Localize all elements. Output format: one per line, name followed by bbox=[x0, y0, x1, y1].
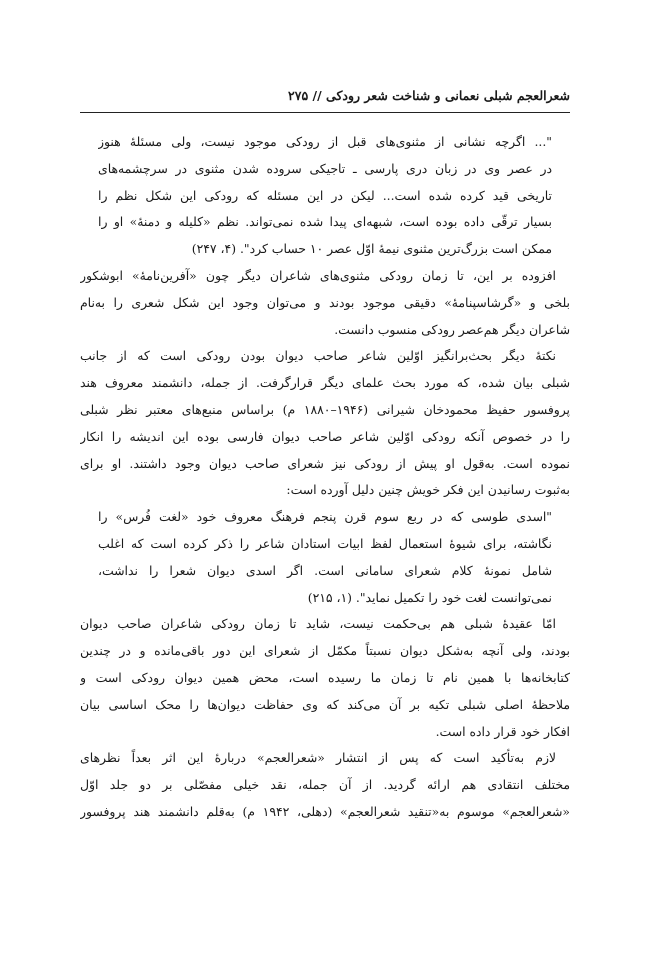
text-line: ممکن است بزرگ‌ترین مثنوی نیمهٔ اوّل عصر ۱۰ حساب کرد". (۴، ۲۴۷) bbox=[191, 241, 552, 257]
text-line: را در خصوص آنکه رودکی اوّلین شاعر صاحب دیوان فارسی بوده این اندیشه را انکار bbox=[80, 428, 570, 444]
text-line: "... اگرچه نشانی از مثنوی‌های قبل از رودکی موجود نیست، ولی مسئلهٔ هنوز bbox=[98, 134, 552, 149]
text-line: افکار خود قرار داده است. bbox=[435, 723, 570, 739]
text-line: "اسدی طوسی که در ربع سوم قرن پنجم فرهنگ معروف خود «لغت فُرس» را bbox=[98, 509, 552, 525]
text-line: نگاشته، برای شیوهٔ استعمال لفظ ابیات استادان شاعر را ذکر کرده است که اغلب bbox=[98, 535, 552, 551]
text-line: بسیار ترقّی داده بوده است، شبهه‌ای پیدا شده نمی‌تواند. نظم «کلیله و دمنهٔ» او را bbox=[98, 214, 552, 230]
text-line: تاریخی قید کرده شده است... لیکن در این مسئله که رودکی این شکل نظم را bbox=[98, 187, 552, 203]
text-line: افزوده بر این، تا زمان رودکی مثنوی‌های شاعران دیگر چون «آفرین‌نامهٔ» ابوشکور bbox=[80, 267, 556, 283]
text-line: لازم به‌تأکید است که پس از انتشار «شعرالعجم» دربارهٔ این اثر بعداً نظرهای bbox=[80, 750, 556, 766]
text-line: کتابخانه‌ها با همین نام تا زمان ما رسیده است، محض همین دیوان رودکی است و bbox=[80, 669, 570, 685]
text-line: شبلی بیان شده، که مورد بحث علمای دیگر قرارگرفت. از جمله، دانشمند معروف هند bbox=[80, 375, 570, 391]
text-line: بودند، ولی آنچه به‌شکل دیوان نسبتاً مکمّل از شعرای این دور باقی‌مانده و در چندین bbox=[80, 643, 570, 659]
paragraph bbox=[80, 343, 570, 504]
text-line: «شعرالعجم» موسوم به«تنقید شعرالعجم» (دهلی، ۱۹۴۲ م) به‌قلم دانشمند هند پروفسور bbox=[80, 803, 570, 819]
paragraph bbox=[80, 611, 570, 745]
text-line: شاعران دیگر هم‌عصر رودکی منسوب دانست. bbox=[334, 321, 570, 337]
text-line: ملاحظهٔ اصلی شبلی تکیه بر آن می‌کند که وی حفاظت دیوان‌ها را محک اساسی بیان bbox=[80, 696, 570, 712]
text-line: پروفسور حفیظ محمودخان شیرانی (۱۹۴۶–۱۸۸۰ م) براساس منبع‌های معتبر نظر شبلی bbox=[80, 401, 570, 417]
text-line: مختلف انتقادی هم ارائه گردید. از آن جمله، نقد خیلی مفصّلی بر دو جلد اوّل bbox=[80, 777, 570, 793]
body-text bbox=[80, 129, 570, 826]
block-quote bbox=[80, 504, 570, 611]
header-rule bbox=[80, 112, 570, 113]
running-header: شعرالعجم شبلی نعمانی و شناخت شعر رودکی // ۲۷۵ bbox=[288, 88, 570, 103]
paragraph bbox=[80, 263, 570, 343]
text-line: بلخی و «گرشاسپنامهٔ» دقیقی موجود بودند و می‌توان وجود این شکل شعری را به‌نام bbox=[80, 294, 570, 310]
block-quote bbox=[80, 129, 570, 263]
text-line: امّا عقیدهٔ شبلی هم بی‌حکمت نیست، شاید تا زمان رودکی شاعران صاحب دیوان bbox=[80, 616, 556, 632]
text-line: نمی‌توانست لغت خود را تکمیل نماید". (۱، ۲۱۵) bbox=[307, 589, 552, 605]
paragraph bbox=[80, 745, 570, 825]
text-line: نکتهٔ دیگر بحث‌برانگیز اوّلین شاعر صاحب دیوان بودن رودکی است که از جانب bbox=[80, 348, 556, 364]
text-line: شامل نمونهٔ کلام شعرای سامانی است. اگر اسدی دیوان شعرا را نداشت، bbox=[98, 562, 552, 578]
text-line: در عصر وی در زبان دری پارسی ـ تاجیکی سروده شدن مثنوی در سرچشمه‌های bbox=[98, 160, 552, 176]
text-line: نموده است. به‌قول او پیش از رودکی نیز شعرای صاحب دیوان وجود داشتند. او برای bbox=[80, 455, 570, 471]
text-line: به‌ثبوت رسانیدن این فکر خویش چنین دلیل آورده است: bbox=[286, 482, 570, 498]
